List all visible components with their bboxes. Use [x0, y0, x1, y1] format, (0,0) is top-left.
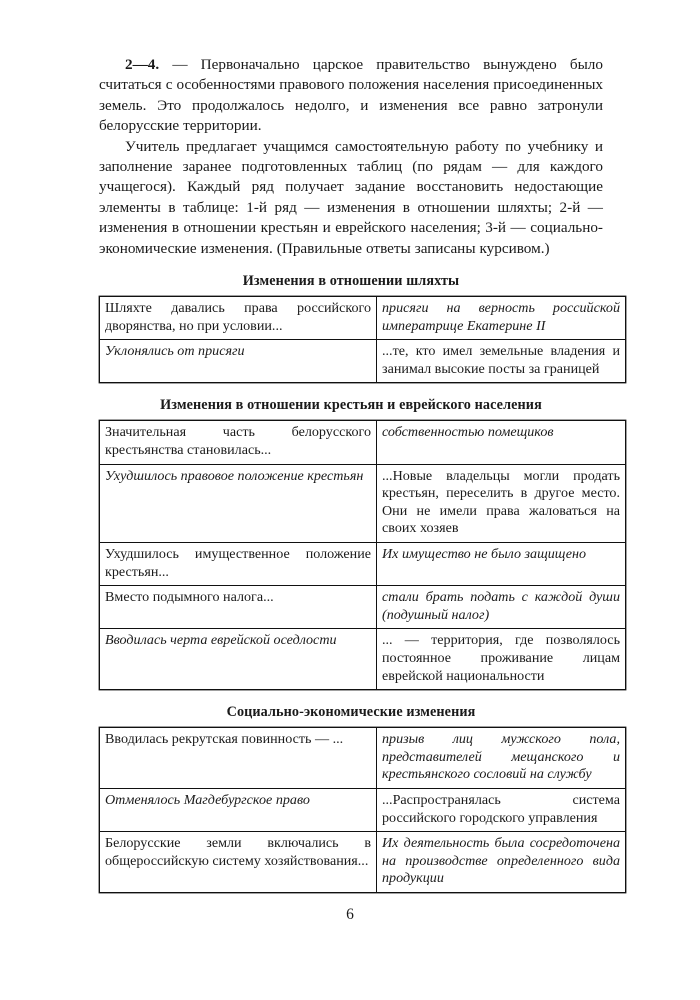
section-caption-krestyane: Изменения в отношении крестьян и еврейского населения	[160, 397, 542, 414]
page-number: 6	[346, 906, 354, 923]
paragraph-intro-1	[99, 55, 603, 137]
page-content	[99, 55, 620, 895]
table-cell-prompt: Вместо подымного налога...	[100, 586, 377, 629]
table-cell-prompt: Шляхте давались права российского дворянства, но при условии...	[100, 297, 377, 340]
paragraph-text: — Первоначально царское правительство вынуждено было считаться с особенностями правового положения населения присоединенных земель. Это продолжалось недолго, и изменения все равно затронули белорусские территории.	[99, 56, 603, 135]
section-caption-shlyakhta: Изменения в отношении шляхты	[242, 273, 460, 290]
table-row	[100, 421, 626, 464]
table-cell-prompt: Значительная часть белорусского крестьянства становилась...	[100, 421, 377, 464]
table-cell-answer: Отменялось Магдебургское право	[100, 788, 377, 831]
table-cell-answer: Ухудшилось правовое положение крестьян	[100, 464, 377, 542]
table-row	[100, 788, 626, 831]
table-shlyakhta	[99, 296, 626, 383]
table-cell-answer: Уклонялись от присяги	[100, 340, 377, 383]
section-caption-socioeconomic: Социально-экономические изменения	[226, 704, 476, 721]
table-row	[100, 297, 626, 340]
table-krestyane	[99, 420, 626, 690]
table-row	[100, 832, 626, 893]
table-cell-prompt: Белорусские земли включались в общероссийскую систему хозяйствования...	[100, 832, 377, 893]
table-row	[100, 543, 626, 586]
paragraph-text: Учитель предлагает учащимся самостоятельную работу по учебнику и заполнение заранее подготовленных таблиц (по рядам — для каждого учащегося). Каждый ряд получает задание восстановить недостающие элементы в таблице: 1-й ряд — изменения в отношении шляхты; 2-й — изменения в отношении крестьян и еврейского населения; 3-й — социально-экономические изменения. (Правильные ответы записаны курсивом.)	[99, 137, 603, 257]
table-row	[100, 728, 626, 789]
table-row	[100, 629, 626, 690]
table-cell-answer: Вводилась черта еврейской оседлости	[100, 629, 377, 690]
table-cell-prompt: ...Новые владельцы могли продать крестьян, переселить в другое место. Они не имели права жаловаться на своих хозяев	[377, 464, 626, 542]
table-cell-answer: стали брать подать с каждой души (подушный налог)	[377, 586, 626, 629]
table-row	[100, 464, 626, 542]
table-cell-prompt: ...Распространялась система российского городского управления	[377, 788, 626, 831]
table-cell-prompt: Ухудшилось имущественное положение крестьян...	[100, 543, 377, 586]
table-wrapper-socioeconomic	[99, 727, 620, 893]
table-cell-answer: призыв лиц мужского пола, представителей мещанского и крестьянского сословий на службу	[377, 728, 626, 789]
table-cell-prompt: ... — территория, где позволялось постоянное проживание лицам еврейской национальности	[377, 629, 626, 690]
paragraph-lead-number: 2—4.	[125, 56, 160, 73]
table-cell-prompt: Вводилась рекрутская повинность — ...	[100, 728, 377, 789]
table-wrapper-shlyakhta	[99, 296, 620, 383]
table-row	[100, 586, 626, 629]
table-cell-prompt: ...те, кто имел земельные владения и занимал высокие посты за границей	[377, 340, 626, 383]
table-socioeconomic	[99, 727, 626, 893]
paragraph-intro-2	[99, 137, 603, 259]
table-wrapper-krestyane	[99, 420, 620, 690]
table-cell-answer: собственностью помещиков	[377, 421, 626, 464]
table-cell-answer: Их имущество не было защищено	[377, 543, 626, 586]
table-cell-answer: Их деятельность была сосредоточена на производстве определенного вида продукции	[377, 832, 626, 893]
table-cell-answer: присяги на верность российской императрице Екатерине II	[377, 297, 626, 340]
table-row	[100, 340, 626, 383]
